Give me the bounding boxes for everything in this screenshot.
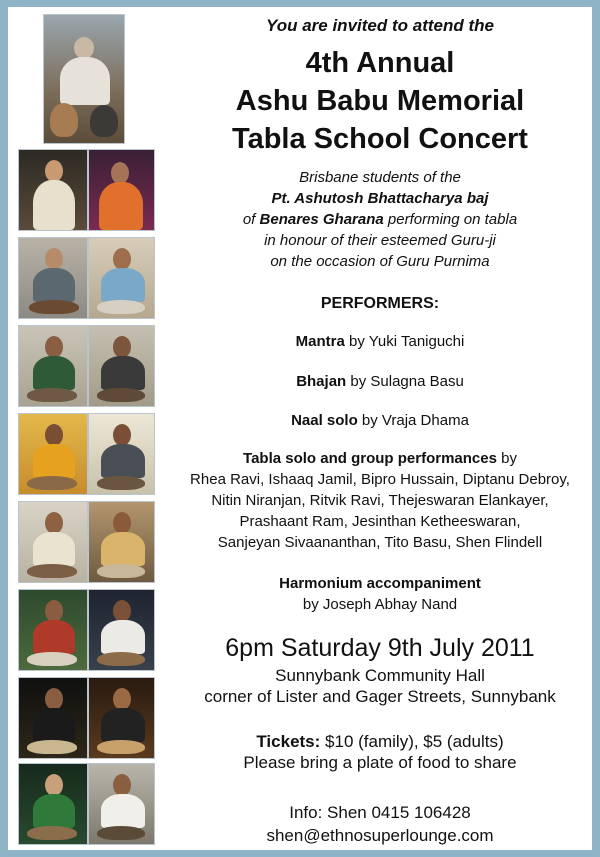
event-datetime: 6pm Saturday 9th July 2011: [225, 634, 535, 662]
tickets-label: Tickets:: [256, 732, 321, 751]
contact-email[interactable]: shen@ethnosuperlounge.com: [266, 826, 494, 845]
performer-photo: [18, 413, 88, 495]
blurb-line-4: in honour of their esteemed Guru-ji: [264, 232, 496, 249]
performer-photo: [88, 501, 155, 583]
blurb-line-3: of Benares Gharana performing on tabla: [242, 211, 518, 228]
title-line-1: 4th Annual: [305, 47, 455, 79]
harmonium-by: by Joseph Abhay Nand: [302, 596, 458, 613]
performer-photo: [88, 677, 155, 759]
title-line-3: Tabla School Concert: [232, 123, 528, 155]
performer-naal-solo: Naal solo by Vraja Dhama: [291, 412, 469, 429]
performer-mantra: Mantra by Yuki Taniguchi: [295, 333, 465, 350]
performer-harmonium: [168, 573, 592, 615]
performer-photo: [88, 237, 155, 319]
performer-photo: [88, 413, 155, 495]
tabla-names-line: Sanjeyan Sivaananthan, Tito Basu, Shen Flindell: [217, 534, 543, 551]
food-note: Please bring a plate of food to share: [243, 753, 517, 772]
performer-photo: [88, 763, 155, 845]
harmonium-title: Harmonium accompaniment: [279, 575, 481, 592]
contact-info: [168, 801, 592, 847]
flyer-page: [8, 7, 592, 850]
performer-photo: [88, 325, 155, 407]
description-blurb: [168, 167, 592, 272]
performer-photo: [18, 237, 88, 319]
gharana-name: Benares Gharana: [259, 211, 384, 228]
tabla-names-line: Rhea Ravi, Ishaaq Jamil, Bipro Hussain, Diptanu Debroy,: [190, 471, 570, 488]
performers-heading: PERFORMERS:: [320, 295, 440, 312]
school-name: Pt. Ashutosh Bhattacharya baj: [271, 190, 489, 207]
contact-phone: Info: Shen 0415 106428: [289, 803, 471, 822]
tabla-names-line: Nitin Niranjan, Ritvik Ravi, Thejeswaran Elankayer,: [211, 492, 549, 509]
venue-address: corner of Lister and Gager Streets, Sunnybank: [204, 687, 556, 706]
performer-photo: [88, 149, 155, 231]
invitation-line: You are invited to attend the: [266, 16, 494, 35]
blurb-line-5: on the occasion of Guru Purnima: [270, 253, 490, 270]
performer-photo: [18, 763, 88, 845]
guru-portrait-photo: [43, 14, 125, 144]
tabla-heading: Tabla solo and group performances by: [243, 450, 517, 467]
blurb-line-1: Brisbane students of the: [299, 169, 461, 186]
performer-bhajan: Bhajan by Sulagna Basu: [296, 373, 464, 390]
photo-column: [8, 7, 168, 850]
performer-photo: [18, 149, 88, 231]
tabla-names-line: Prashaant Ram, Jesinthan Ketheeswaran,: [239, 513, 521, 530]
ticket-prices: $10 (family), $5 (adults): [325, 732, 504, 751]
performer-photo: [88, 589, 155, 671]
event-venue: [168, 665, 592, 707]
tickets-info: [168, 731, 592, 773]
title-line-2: Ashu Babu Memorial: [235, 85, 525, 117]
performer-photo: [18, 501, 88, 583]
performer-photo: [18, 325, 88, 407]
performer-tabla-group: [168, 448, 592, 553]
performer-photo: [18, 589, 88, 671]
performer-photo: [18, 677, 88, 759]
venue-name: Sunnybank Community Hall: [275, 666, 485, 685]
